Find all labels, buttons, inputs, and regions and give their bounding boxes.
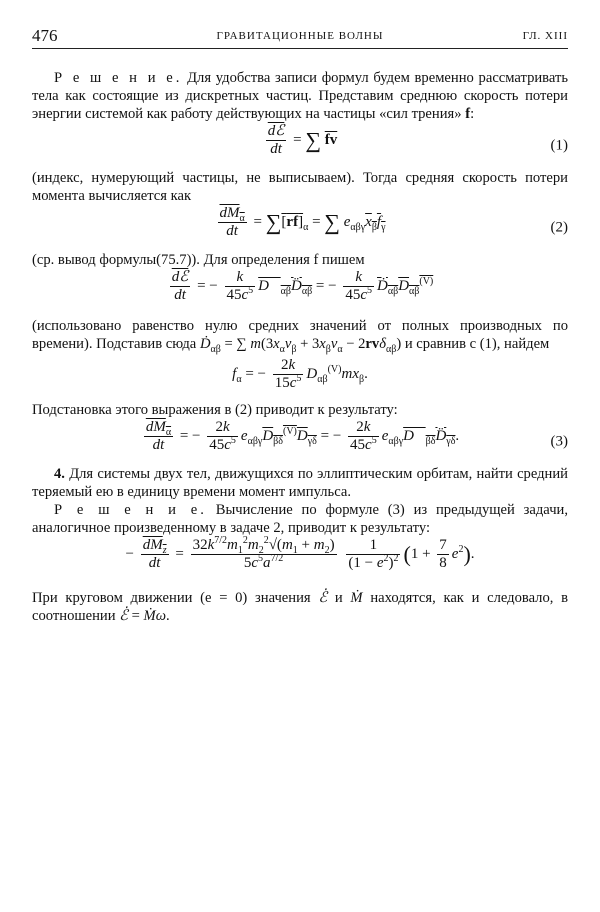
page-header <box>32 24 568 49</box>
equation-energy-loss: dℰ dt = − $\frac{k}{45c^5}$ $D⃛_{\alpha\beta}D̈_{\alpha\beta}$ = − $\frac{k}{45c^5}$ $Ḋ_{\alpha\beta}D_{\alpha\beta}^{(V)}$ <box>171 269 434 303</box>
running-title: ГРАВИТАЦИОННЫЕ ВОЛНЫ <box>216 30 384 42</box>
paragraph-3: (ср. вывод формулы(75.7)). Для определения f пишем <box>32 252 365 268</box>
paragraph-7: При круговом движении (e = 0) значения ℰ̇ и Ṁ находятся, как и следовало, в соотношении ℰ̇ = Ṁω. <box>32 590 569 624</box>
equation-2: $dM_\alpha$ dt = $\sum[rf]_\alpha$ = ∑ $e_{\alpha\beta\gamma}x_\beta f_\gamma$ (2) <box>219 205 568 239</box>
equation-number-2: (2) <box>550 219 568 236</box>
paragraph-5: Подстановка этого выражения в (2) приводит к результату: <box>32 402 398 418</box>
page <box>32 24 568 625</box>
equation-number-3: (3) <box>550 433 568 450</box>
page-number: 476 <box>32 26 58 45</box>
equation-number-1: (1) <box>550 137 568 154</box>
equation-1: dℰ dt = ∑ $\overline{fv}$ (1) <box>267 123 568 157</box>
paragraph-2: (индекс, нумерующий частицы, не выписываем). Тогда средняя скорость потери момента вычисляется как <box>32 170 568 204</box>
problem-4: 4. Для системы двух тел, движущихся по эллиптическим орбитам, найти средний теряемый ею в единицу времени момент импульса. <box>32 466 568 500</box>
chapter-label: ГЛ. XIII <box>522 30 568 42</box>
paragraph-solution-1: Р е ш е н и е. Для удобства записи формул будем временно рассматривать тела как состоящие из дискретных частиц. Представим среднюю скорость потери энергии системой как работу действующих на частицы «сил трения» f: <box>32 70 569 122</box>
paragraph-4: (использовано равенство нулю средних значений от полных производных по времени). Подставив сюда Ḋ$_{\alpha\beta}$ = ∑ $m(3x_\alpha v_\beta + 3x_\beta v_\alpha - 2rv\delta_{\alpha\beta})$ и сравнив с (1), найдем <box>32 318 568 355</box>
equation-result: − $dM_z$ dt = $\frac{32k^{7/2}m_1^2m_2^2√(m_1 + m_2)}{5c^5a^{7/2}}$ $\frac{1}{(1 - e^2)^2}$ (1 + $\frac{7}{8}$ $e^2$). <box>125 535 475 571</box>
equation-3: $dM_\alpha$ dt = − $\frac{2k}{45c^5}$ $e_{\alpha\beta\gamma}D_{\beta\delta}^{(V)}D_{\gamma\delta}$ = − $\frac{2k}{45c^5}$ $e_{\alpha\beta\gamma}D⃛_{\beta\delta}D̈_{\gamma\delta}$. (3) <box>145 419 568 453</box>
paragraph-solution-2: Р е ш е н и е. Вычисление по формуле (3) из предыдущей задачи, аналогичное произведенному в задаче 2, приводит к результату: <box>32 502 568 536</box>
equation-force: $f_\alpha$ = − $\frac{2k}{15c^5}$ $D_{\alpha\beta}^{(V)}mx_\beta$. <box>232 357 368 391</box>
